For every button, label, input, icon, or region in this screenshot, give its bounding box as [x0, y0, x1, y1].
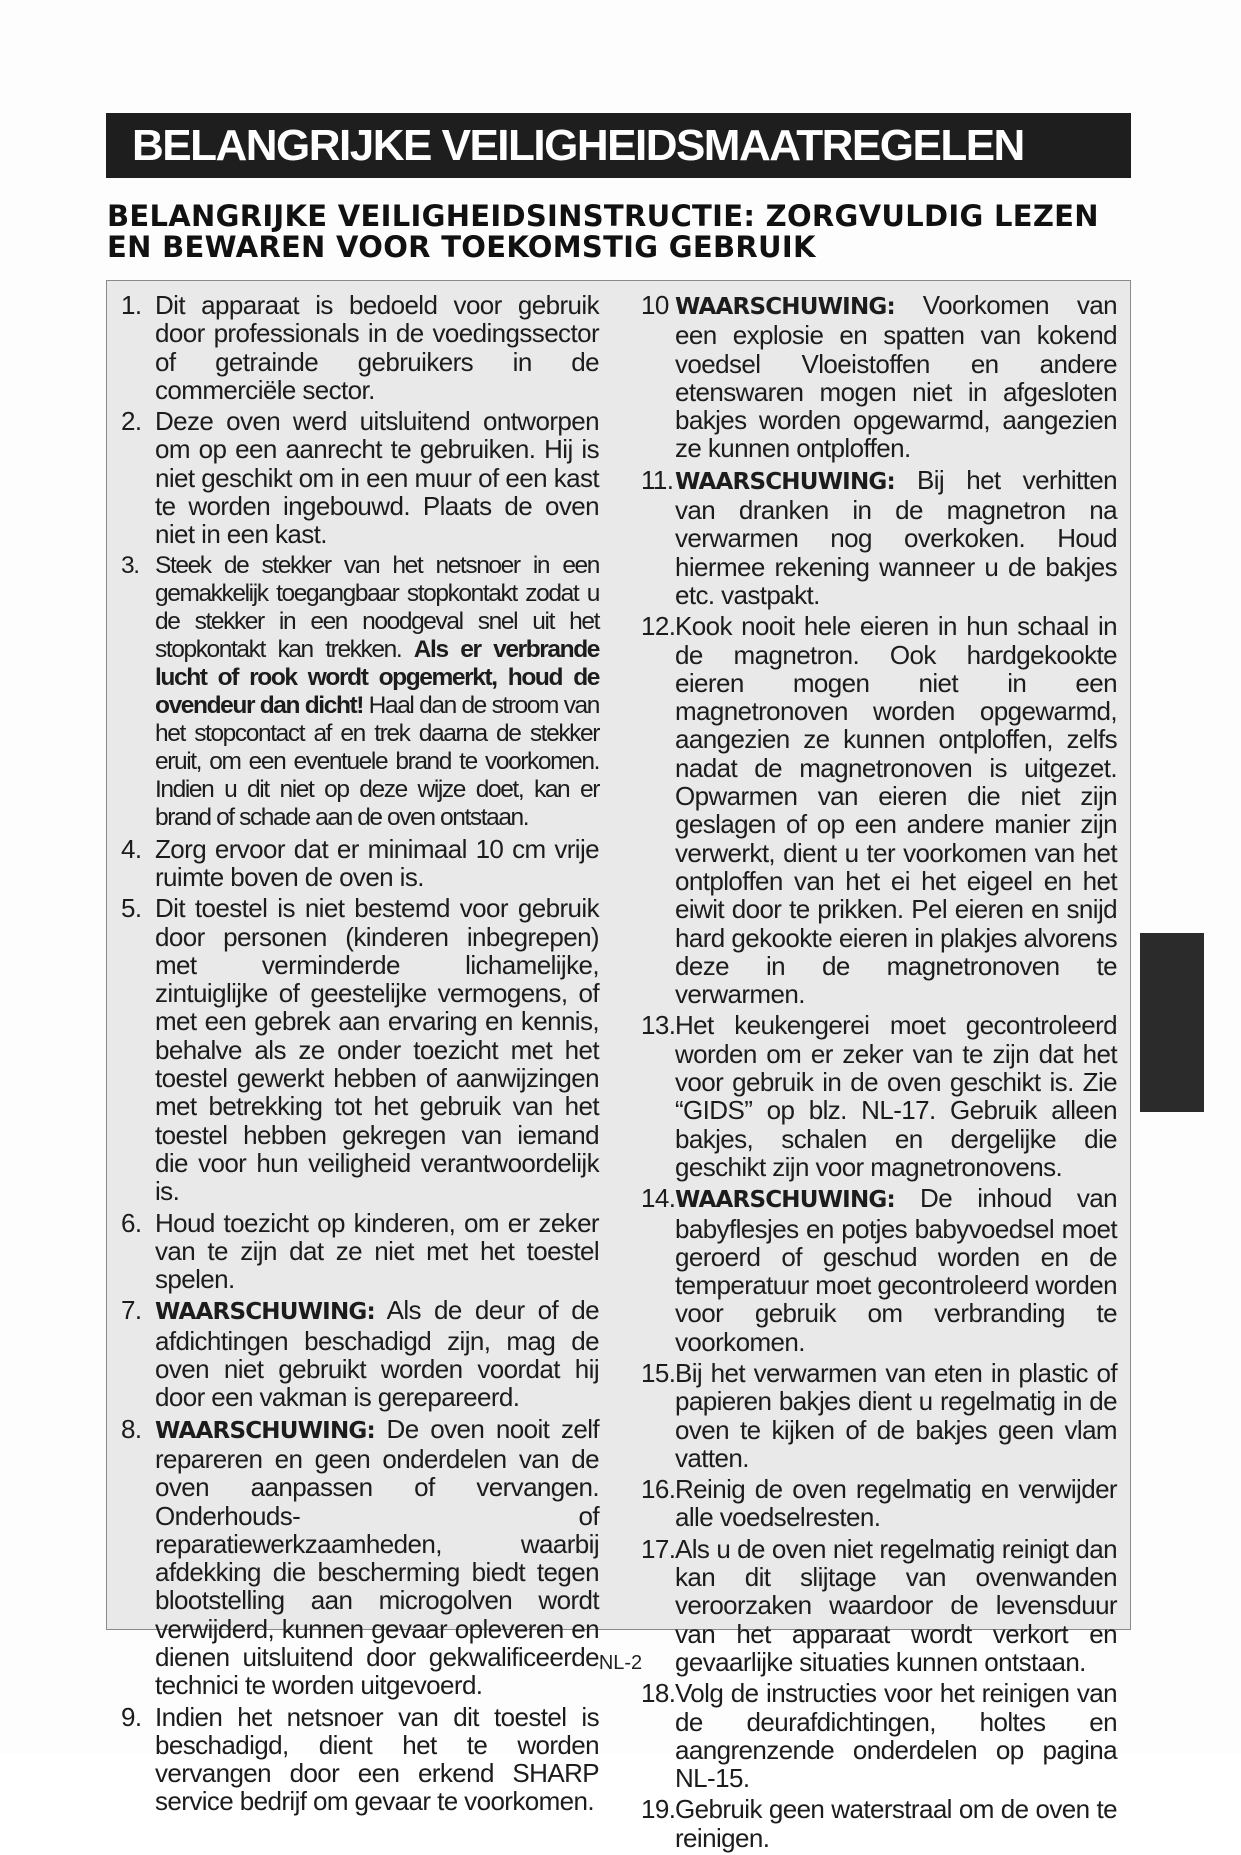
item-number: 2.: [121, 406, 142, 437]
instruction-item-16: [641, 1475, 1117, 1532]
item-number: 16.: [641, 1474, 676, 1505]
item-text: Bij het verwarmen van eten in plastic of papieren bakjes dient u regelmatig in de oven te kijken of de bakjes geen vlam vatten.: [675, 1357, 1117, 1473]
item-number: 10: [641, 290, 669, 320]
instruction-item-3: [121, 552, 599, 832]
warning-label: WAARSCHUWING:: [675, 1187, 895, 1214]
item-number: 5.: [121, 893, 142, 924]
item-text: Als u de oven niet regelmatig reinigt dan kan dit slijtage van ovenwanden veroorzaken waardoor de levensduur van het apparaat wordt verkort en gevaarlijke situaties kunnen ontstaan.: [675, 1533, 1117, 1677]
item-number: 11.: [641, 464, 674, 495]
warning-label: WAARSCHUWING:: [155, 1417, 375, 1444]
item-number: 19.: [641, 1794, 676, 1825]
item-text: Deze oven werd uitsluitend ontworpen om op een aanrecht te gebruiken. Hij is niet geschikt om in een muur of een kast te worden ingebouwd. Plaats de oven niet in een kast.: [155, 406, 599, 550]
instruction-item-5: [121, 894, 599, 1205]
instructions-column-left: [121, 291, 599, 1819]
item-number: 6.: [121, 1207, 142, 1238]
item-text: De inhoud van babyflesjes en potjes babyvoedsel moet geroerd of geschud worden en de temperatuur moet gecontroleerd worden voor gebruik om verbranding te voorkomen.: [675, 1183, 1117, 1357]
item-text: Zorg ervoor dat er minimaal 10 cm vrije ruimte boven de oven is.: [155, 833, 599, 892]
warning-label: WAARSCHUWING:: [675, 294, 895, 320]
item-number: 4.: [121, 833, 142, 864]
item-number: 9.: [121, 1701, 142, 1732]
page-title: [106, 113, 1131, 178]
item-text: Gebruik geen waterstraal om de oven te reinigen.: [675, 1794, 1117, 1853]
instruction-item-12: [641, 612, 1117, 1008]
item-text: Als de deur of de afdichtingen beschadigd zijn, mag de oven niet gebruikt worden voordat hij door een vakman is gerepareerd.: [155, 1295, 599, 1413]
instruction-item-18: [641, 1679, 1117, 1792]
instruction-item-9: [121, 1703, 599, 1816]
item-text: De oven nooit zelf repareren en geen onderdelen van de oven aanpassen of vervangen. Onderhouds- of reparatiewerkzaamheden, waarbij afdekking die bescherming biedt tegen blootstelling aan microgolven wordt verwijderd, kunnen gevaar opleveren en dienen uitsluitend door gekwalificeerde technici te worden uitgevoerd.: [155, 1413, 599, 1701]
item-number: 17.: [641, 1533, 676, 1564]
item-text: Dit toestel is niet bestemd voor gebruik door personen (kinderen inbegrepen) met verminderde lichamelijke, zintuiglijke of geestelijke vermogens, of met een gebrek aan ervaring en kennis, behalve als ze onder toezicht met het toestel gewerkt hebben of aanwijzingen met betrekking tot het gebruik van het toestel hebben gekregen van iemand die voor hun veiligheid verantwoordelijk is.: [155, 893, 599, 1207]
item-number: 1.: [121, 290, 142, 320]
instruction-item-1: [121, 291, 599, 404]
instructions-column-right: [641, 291, 1117, 1855]
item-text: Volg de instructies voor het reinigen van de deurafdichtingen, holtes en aangrenzende onderdelen op pagina NL-15.: [675, 1678, 1117, 1794]
instruction-item-10: [641, 291, 1117, 463]
item-text: Kook nooit hele eieren in hun schaal in de magnetron. Ook hardgekookte eieren mogen niet in een magnetronoven worden opgewarmd, aangezien ze kunnen ontploffen, zelfs nadat de magnetronoven is uitgezet. Opwarmen van eieren die niet zijn geslagen of op een andere manier zijn verwerkt, dient u ter voorkomen van het ontploffen van het ei het eigeel en het eiwit door te prikken. Pel eieren en snijd hard gekookte eieren in plakjes alvorens deze in de magnetronoven te verwarmen.: [675, 611, 1117, 1010]
item-number: 14.: [641, 1183, 676, 1214]
instruction-item-4: [121, 835, 599, 892]
instruction-item-14: [641, 1184, 1117, 1356]
section-tab-marker: [1140, 933, 1204, 1112]
instruction-item-7: [121, 1296, 599, 1411]
item-number: 12.: [641, 611, 676, 642]
item-number: 13.: [641, 1010, 676, 1041]
item-number: 7.: [121, 1295, 142, 1326]
page-title-text: BELANGRIJKE VEILIGHEIDSMAATREGELEN: [132, 120, 1024, 170]
item-text: Reinig de oven regelmatig en verwijder alle voedselresten.: [675, 1474, 1117, 1533]
item-text: Voorkomen van een explosie en spatten van kokend voedsel Vloeistoffen en andere etenswaren mogen niet in afgesloten bakjes worden opgewarmd, aangezien ze kunnen ontploffen.: [675, 290, 1117, 464]
item-number: 18.: [641, 1678, 676, 1709]
page-number: NL-2: [598, 1652, 643, 1674]
warning-label: WAARSCHUWING:: [155, 1299, 375, 1326]
item-text: Steek de stekker van het netsnoer in een gemakkelijk toegangbaar stopkontakt zodat u de stekker in een noodgeval snel uit het stopkontakt kan trekken.: [155, 551, 599, 663]
instruction-item-15: [641, 1359, 1117, 1472]
item-number: 15.: [641, 1357, 676, 1388]
warning-label: WAARSCHUWING:: [675, 468, 895, 495]
item-text: Dit apparaat is bedoeld voor gebruik door professionals in de voedingssector of getrainde gebruikers in de commerciële sector.: [155, 290, 599, 405]
item-number: 8.: [121, 1413, 142, 1444]
instruction-item-6: [121, 1209, 599, 1294]
item-text-continued: Haal dan de stroom van het stopcontact af en trek daarna de stekker eruit, om een eventuele brand te voorkomen. Indien u dit niet op deze wijze doet, kan er brand of schade aan de oven ontstaan.: [155, 691, 599, 831]
instruction-item-19: [641, 1795, 1117, 1852]
instruction-item-2: [121, 407, 599, 548]
item-emphasis: Als er verbrande lucht of rook wordt opgemerkt, houd de ovendeur dan dicht!: [155, 635, 599, 719]
item-text: Houd toezicht op kinderen, om er zeker van te zijn dat ze niet met het toestel spelen.: [155, 1207, 599, 1295]
section-subheading: BELANGRIJKE VEILIGHEIDSINSTRUCTIE: ZORGVULDIG LEZEN EN BEWAREN VOOR TOEKOMSTIG GEBRUIK: [107, 199, 1099, 264]
item-text: Indien het netsnoer van dit toestel is beschadigd, dient het te worden vervangen door een erkend SHARP service bedrijf om gevaar te voorkomen.: [155, 1701, 599, 1817]
item-text: Het keukengerei moet gecontroleerd worden om er zeker van te zijn dat het voor gebruik in de oven geschikt is. Zie “GIDS” op blz. NL-17. Gebruik alleen bakjes, schalen en dergelijke die geschikt zijn voor magnetronovens.: [675, 1010, 1117, 1182]
instruction-item-11: [641, 466, 1117, 609]
item-text: Bij het verhitten van dranken in de magnetron na verwarmen nog overkoken. Houd hiermee rekening wanneer u de bakjes etc. vastpakt.: [675, 464, 1117, 610]
instruction-item-13: [641, 1011, 1117, 1181]
item-number: 3.: [121, 551, 139, 579]
